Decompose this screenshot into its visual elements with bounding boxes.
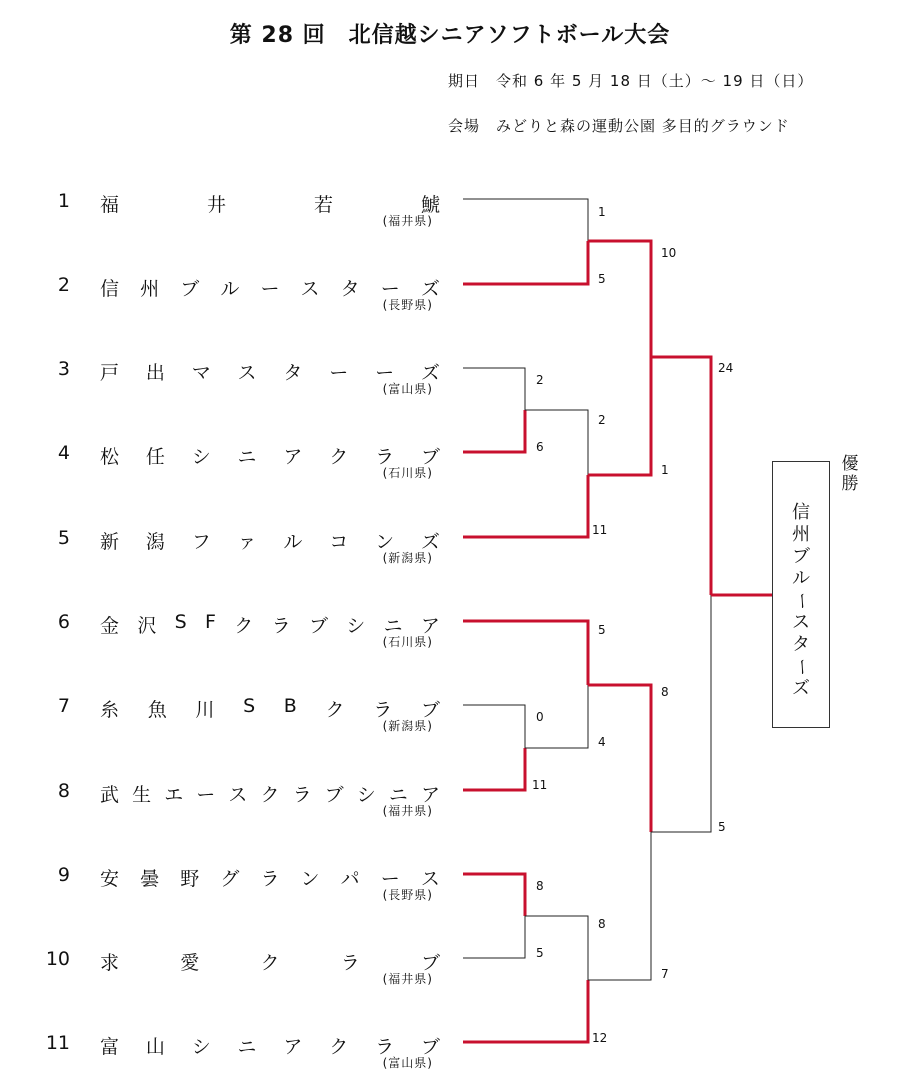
bracket-line-loser	[463, 916, 525, 958]
team-name: 福 井 若 鯱	[100, 194, 440, 216]
team-prefecture: (長野県)	[382, 888, 433, 902]
score-label: 1	[661, 463, 669, 477]
team-seed: 10	[45, 948, 70, 970]
bracket-line-loser	[588, 832, 651, 980]
team-seed: 4	[57, 442, 70, 464]
score-label: 1	[598, 205, 606, 219]
team-prefecture: (福井県)	[382, 214, 433, 228]
bracket-line-loser	[525, 916, 588, 980]
team-seed: 3	[57, 358, 70, 380]
team-prefecture: (富山県)	[382, 1056, 433, 1070]
team-prefecture: (富山県)	[382, 382, 433, 396]
team-prefecture: (石川県)	[382, 635, 433, 649]
bracket-line-winner	[588, 685, 651, 832]
bracket-line-winner	[463, 621, 588, 685]
score-label: 0	[536, 710, 544, 724]
team-name: 求 愛 ク ラ ブ	[100, 952, 440, 974]
team-seed: 9	[57, 864, 70, 886]
score-label: 10	[661, 246, 677, 260]
team-prefecture: (福井県)	[382, 804, 433, 818]
team-name: 富 山 シ ニ ア ク ラ ブ	[100, 1036, 440, 1058]
score-label: 7	[661, 967, 669, 981]
team-seed: 6	[57, 611, 70, 633]
score-label: 5	[598, 272, 606, 286]
score-label: 5	[536, 946, 544, 960]
bracket-line-loser	[525, 410, 588, 475]
bracket-line-winner	[588, 241, 651, 357]
team-seed: 11	[45, 1032, 70, 1054]
bracket-line-loser	[651, 595, 711, 832]
bracket-line-winner	[463, 748, 525, 790]
team-name: 戸 出 マ ス タ ー ー ズ	[100, 362, 440, 384]
team-name: 新 潟 フ ァ ル コ ン ズ	[100, 531, 440, 553]
champion-label: 優 勝	[841, 454, 859, 494]
bracket-line-loser	[525, 685, 588, 748]
score-label: 5	[598, 623, 606, 637]
score-label: 4	[598, 735, 606, 749]
score-label: 12	[592, 1031, 608, 1045]
champion-name: 信 州 ブ ル ー ス タ ー ズ	[791, 502, 812, 699]
venue-line: 会場 みどりと森の運動公園 多目的グラウンド	[448, 117, 790, 135]
score-label: 8	[661, 685, 669, 699]
score-label: 11	[532, 778, 548, 792]
score-label: 5	[718, 820, 726, 834]
bracket-line-winner	[463, 241, 588, 284]
date-line: 期日 令和 6 年 5 月 18 日（土）～ 19 日（日）	[448, 72, 814, 90]
team-name: 信 州 ブ ル ー ス タ ー ズ	[100, 278, 440, 300]
bracket-line-winner	[651, 357, 711, 595]
team-prefecture: (新潟県)	[382, 719, 433, 733]
bracket-line-loser	[463, 199, 588, 241]
team-name: 金 沢 S F ク ラ ブ シ ニ ア	[100, 611, 440, 637]
score-label: 2	[536, 373, 544, 387]
bracket-line-winner	[463, 874, 525, 916]
team-seed: 1	[57, 190, 70, 212]
team-name: 糸 魚 川 S B ク ラ ブ	[100, 695, 440, 721]
team-name: 武 生 エ ー ス ク ラ ブ シ ニ ア	[100, 784, 440, 806]
bracket-line-winner	[463, 410, 525, 452]
team-seed: 5	[57, 527, 70, 549]
score-label: 8	[536, 879, 544, 893]
team-name: 松 任 シ ニ ア ク ラ ブ	[100, 446, 440, 468]
team-prefecture: (石川県)	[382, 466, 433, 480]
team-prefecture: (長野県)	[382, 298, 433, 312]
score-label: 2	[598, 413, 606, 427]
team-name: 安 曇 野 グ ラ ン パ ー ス	[100, 868, 440, 890]
team-seed: 8	[57, 780, 70, 802]
champion-box	[772, 461, 830, 728]
page-title: 第 28 回 北信越シニアソフトボール大会	[229, 23, 671, 48]
score-label: 11	[592, 523, 608, 537]
team-prefecture: (新潟県)	[382, 551, 433, 565]
team-seed: 7	[57, 695, 70, 717]
bracket-line-winner	[463, 475, 588, 537]
bracket-line-loser	[463, 705, 525, 748]
score-label: 8	[598, 917, 606, 931]
bracket-line-winner	[463, 980, 588, 1042]
score-label: 24	[718, 361, 734, 375]
team-prefecture: (福井県)	[382, 972, 433, 986]
score-label: 6	[536, 440, 544, 454]
team-seed: 2	[57, 274, 70, 296]
bracket-line-loser	[463, 368, 525, 410]
